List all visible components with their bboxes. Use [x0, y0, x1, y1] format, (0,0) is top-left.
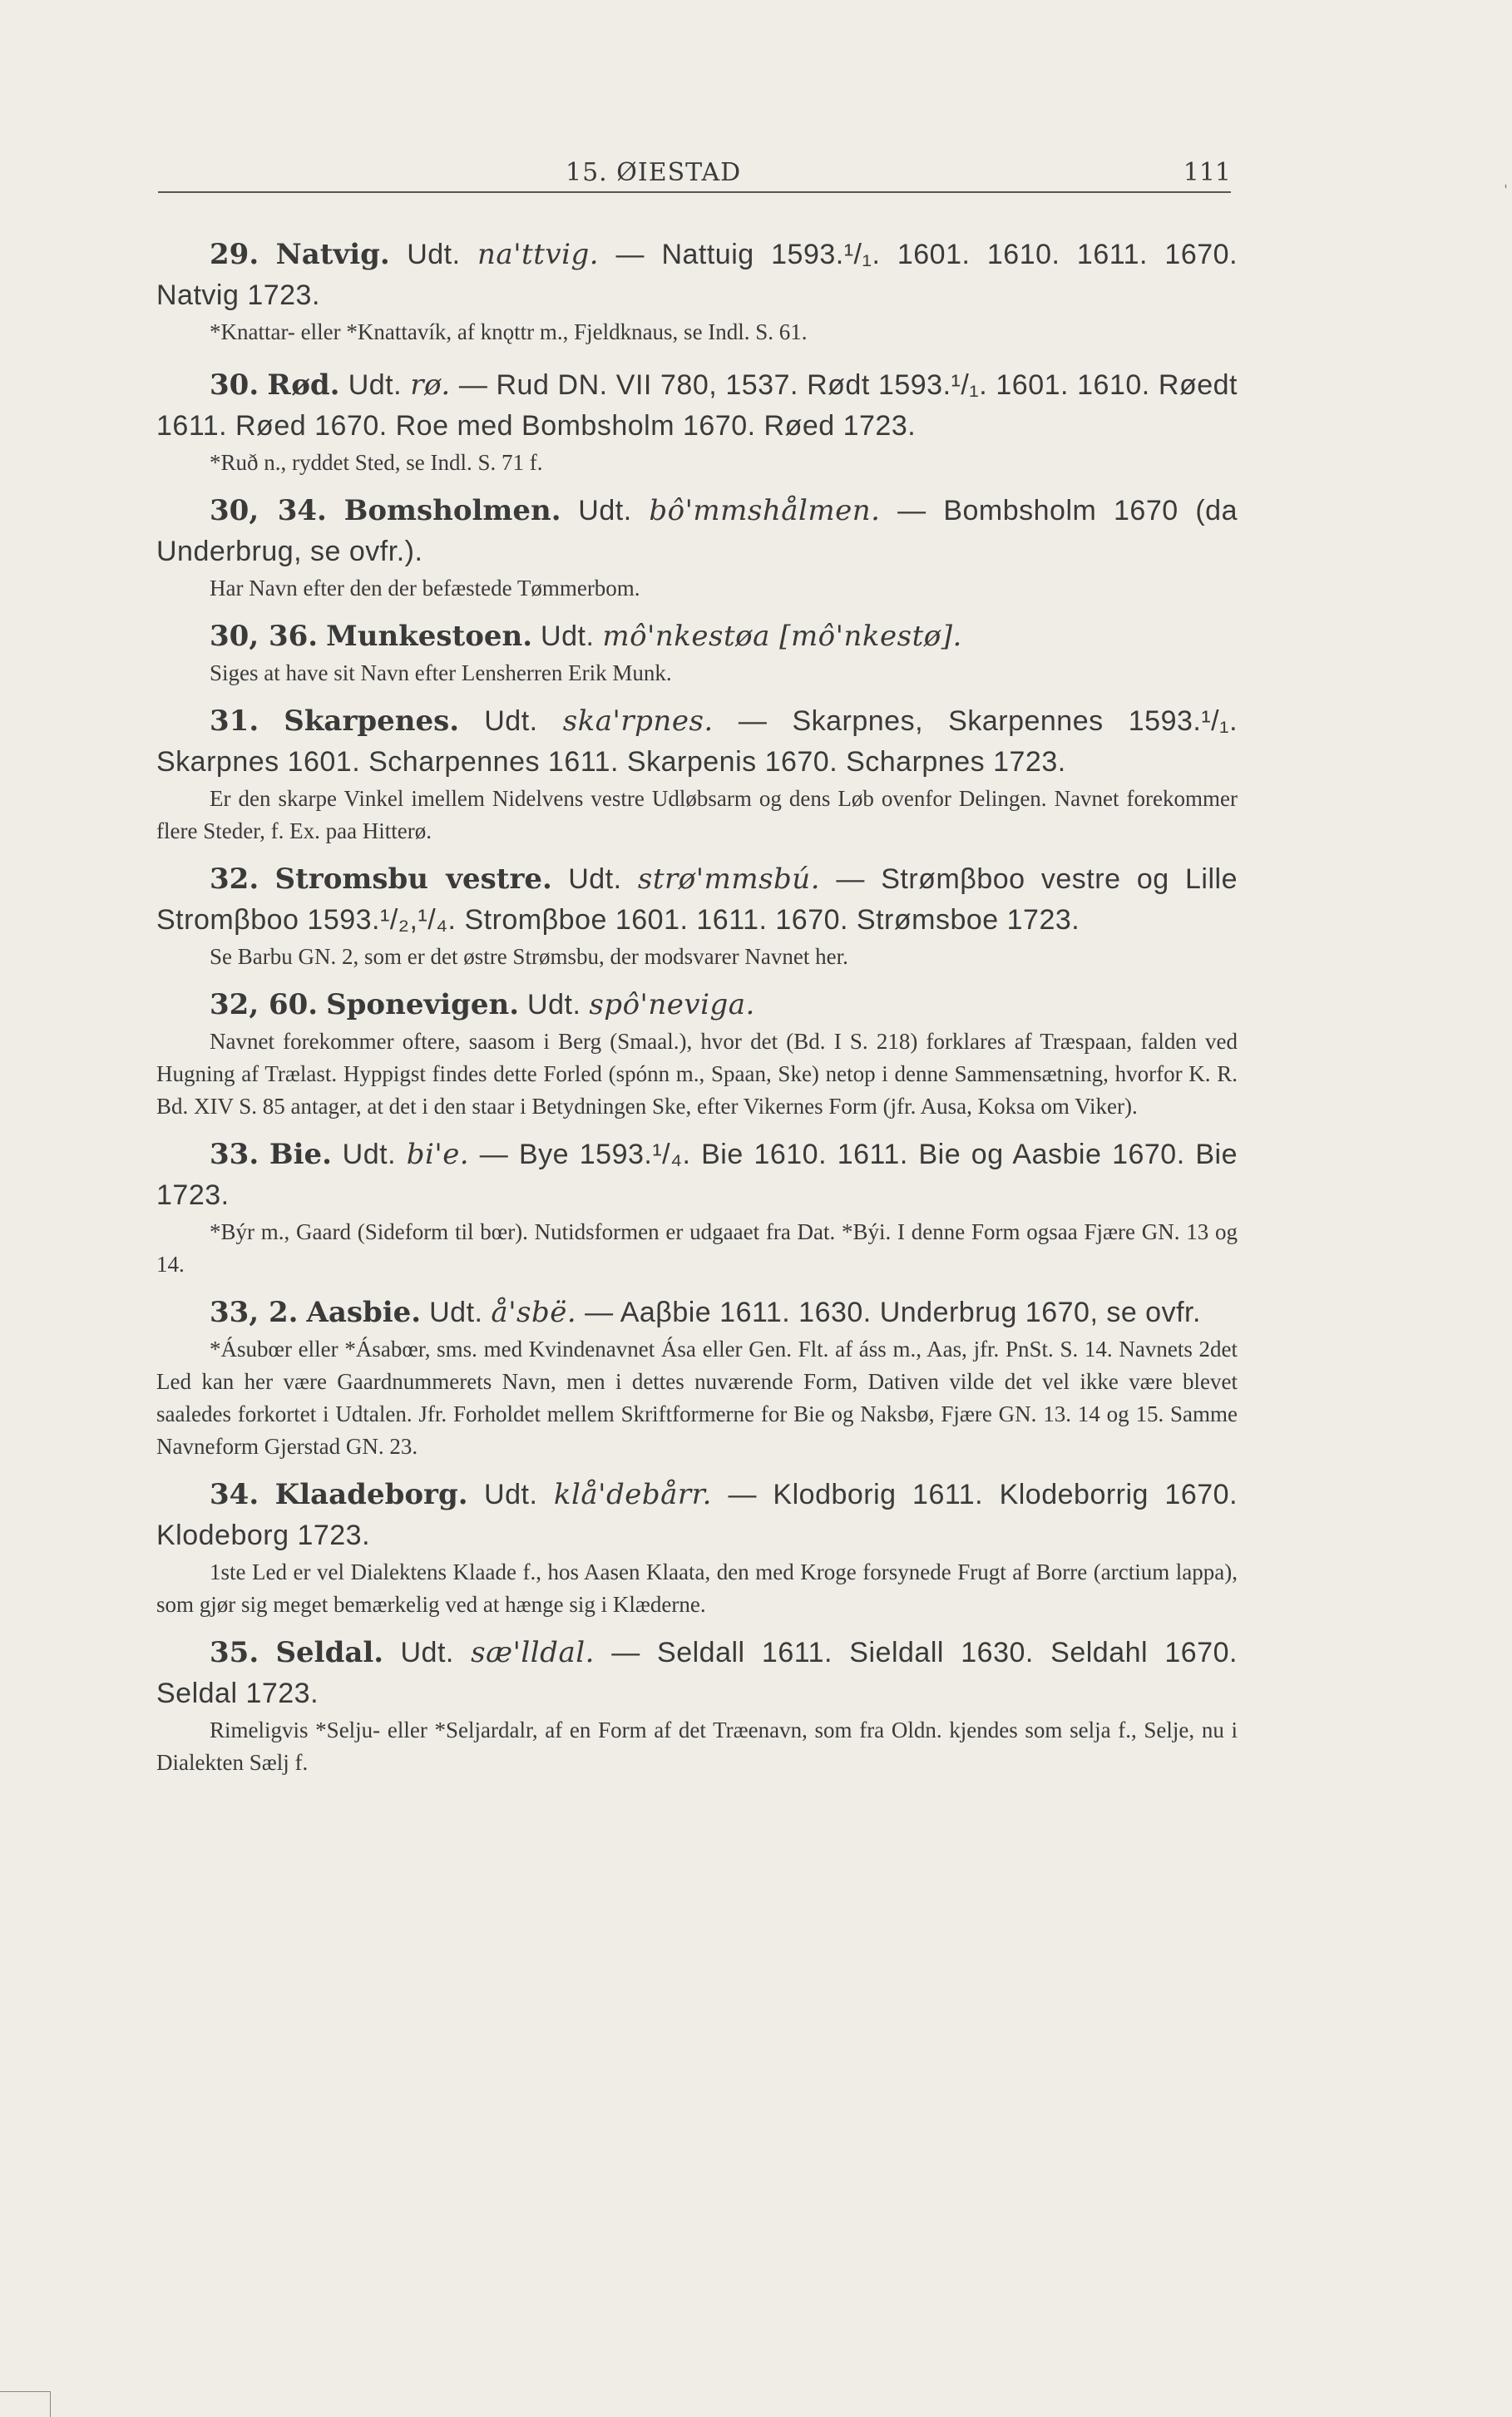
historical-forms: — Bombsholm 1670 (da Underbrug, se ovfr.). [156, 495, 1238, 567]
dialect-form: bi'e. [406, 1138, 470, 1171]
entry-note: *Býr m., Gaard (Sideform til bœr). Nutidsformen er udgaaet fra Dat. *Býi. I denne Form ogsaa Fjære GN. 13 og 14. [156, 1219, 1238, 1277]
entry-name: Seldal. [275, 1636, 384, 1669]
entry-main-line [156, 1293, 1238, 1333]
dialect-form: sæ'lldal. [471, 1636, 595, 1669]
historical-forms: — Rud DN. VII 780, 1537. Rødt 1593.¹/₁. 1601. 1610. Røedt 1611. Røed 1670. Roe med Bombsholm 1670. Røed 1723. [156, 369, 1238, 442]
entry-main-line [156, 365, 1238, 447]
udt-label: Udt. [348, 369, 403, 401]
entry-note: *Knattar- eller *Knattavík, af knǫttr m., Fjeldknaus, se Indl. S. 61. [210, 319, 808, 344]
scan-corner-mark [0, 2391, 51, 2417]
historical-forms: — Nattuig 1593.¹/₁. 1601. 1610. 1611. 1670. Natvig 1723. [156, 239, 1238, 311]
entry-name: Sponevigen. [326, 988, 520, 1021]
udt-label: Udt. [484, 705, 538, 737]
entry-name: Natvig. [275, 238, 390, 271]
entry-note: Siges at have sit Navn efter Lensherren Erik Munk. [210, 660, 672, 685]
historical-forms: — Strømβboo vestre og Lille Stromβboo 1593.¹/₂,¹/₄. Stromβboe 1601. 1611. 1670. Strømsboe 1723. [156, 863, 1238, 936]
entry-name: Bomsholmen. [343, 494, 561, 527]
entry-main-line [156, 235, 1238, 316]
entry-number: 33, 2. [210, 1296, 299, 1329]
entry-sponevigen [156, 985, 1238, 1123]
entry-number: 30. [210, 368, 259, 402]
entry-name: Skarpenes. [284, 704, 460, 738]
entry-note: Rimeligvis *Selju- eller *Seljardalr, af en Form af det Træenavn, som fra Oldn. kjendes som selja f., Selje, nu i Dialekten Sælj f. [156, 1718, 1238, 1775]
entry-note: *Ruð n., ryddet Sted, se Indl. S. 71 f. [210, 450, 543, 475]
dialect-form: spô'neviga. [589, 988, 755, 1021]
entry-bie [156, 1134, 1238, 1281]
historical-forms: — Skarpnes, Skarpennes 1593.¹/₁. Skarpnes 1601. Scharpennes 1611. Skarpenis 1670. Scharpnes 1723. [156, 705, 1238, 778]
udt-label: Udt. [578, 495, 632, 526]
entry-klaadeborg [156, 1475, 1238, 1621]
entry-number: 30, 34. [210, 494, 327, 527]
running-header [158, 158, 1231, 193]
entry-number: 29. [210, 238, 259, 271]
udt-label: Udt. [400, 1637, 454, 1668]
page-number: 111 [1183, 158, 1231, 187]
entry-main-line [156, 859, 1238, 941]
entry-note: Navnet forekommer oftere, saasom i Berg (Smaal.), hvor det (Bd. I S. 218) forklares af Træspaan, falden ved Hugning af Trælast. Hyppigst findes dette Forled (spónn m., Spaan, Ske) netop i denne Sammensætning, hvorfor K. R. Bd. XIV S. 85 antager, at det i den staar i Betydningen Ske, efter Vikernes Form (jfr. Ausa, Koksa om Viker). [156, 1029, 1238, 1119]
udt-label: Udt. [407, 239, 461, 270]
entry-main-line [156, 491, 1238, 572]
dialect-form: ska'rpnes. [562, 704, 714, 738]
entry-number: 30, 36. [210, 620, 319, 653]
entry-stromsbu [156, 859, 1238, 973]
entries-list [156, 235, 1238, 1779]
entry-name: Bie. [269, 1138, 332, 1171]
dialect-form: klå'debårr. [553, 1478, 712, 1511]
entry-name: Aasbie. [306, 1296, 422, 1329]
entry-note: Er den skarpe Vinkel imellem Nidelvens vestre Udløbsarm og dens Løb ovenfor Delingen. Navnet forekommer flere Steder, f. Ex. paa Hitterø. [156, 786, 1238, 843]
dialect-form: mô'nkestøa [mô'nkestø]. [602, 620, 962, 653]
entry-main-line [156, 701, 1238, 783]
entry-number: 31. [210, 704, 259, 738]
entry-number: 35. [210, 1636, 259, 1669]
udt-label: Udt. [342, 1139, 397, 1170]
historical-forms: — Klodborig 1611. Klodeborrig 1670. Klodeborg 1723. [156, 1479, 1238, 1551]
dialect-form: rø. [410, 368, 451, 402]
udt-label: Udt. [429, 1297, 483, 1328]
entry-natvig [156, 235, 1238, 348]
entry-name: Klaadeborg. [274, 1478, 468, 1511]
entry-note: Se Barbu GN. 2, som er det østre Strømsbu, der modsvarer Navnet her. [210, 944, 848, 969]
entry-note: 1ste Led er vel Dialektens Klaade f., hos Aasen Klaata, den med Kroge forsynede Frugt af Borre (arctium lappa), som gjør sig meget bemærkelig ved at hænge sig i Klæderne. [156, 1559, 1238, 1617]
entry-name: Stromsbu vestre. [274, 863, 552, 896]
historical-forms: — Seldall 1611. Sieldall 1630. Seldahl 1670. Seldal 1723. [156, 1637, 1238, 1709]
entry-name: Munkestoen. [326, 620, 533, 653]
entry-main-line [156, 985, 1238, 1026]
entry-rod [156, 365, 1238, 479]
entry-munkestoen [156, 616, 1238, 690]
entry-note: *Ásubœr eller *Ásabœr, sms. med Kvindenavnet Ása eller Gen. Flt. af áss m., Aas, jfr. PnSt. S. 14. Navnets 2det Led kan her være Gaardnummerets Navn, men i dettes nuværende Form, Dativen vilde det vel ikke være blevet saaledes forkortet i Udtalen. Jfr. Forholdet mellem Skriftformerne for Bie og Naksbø, Fjære GN. 13. 14 og 15. Samme Navneform Gjerstad GN. 23. [156, 1337, 1238, 1459]
historical-forms: — Aaβbie 1611. 1630. Underbrug 1670, se ovfr. [576, 1297, 1201, 1328]
chapter-title: 15. ØIESTAD [566, 158, 742, 187]
historical-forms: — Bye 1593.¹/₄. Bie 1610. 1611. Bie og Aasbie 1670. Bie 1723. [156, 1139, 1238, 1211]
entry-main-line [156, 1475, 1238, 1556]
entry-aasbie [156, 1293, 1238, 1463]
dialect-form: na'ttvig. [477, 238, 600, 271]
entry-main-line [156, 1633, 1238, 1714]
entry-number: 32. [210, 863, 259, 896]
udt-label: Udt. [568, 863, 622, 895]
dialect-form: å'sbë. [491, 1296, 577, 1329]
entry-number: 33. [210, 1138, 259, 1171]
entry-bomsholmen [156, 491, 1238, 605]
entry-number: 32, 60. [210, 988, 319, 1021]
entry-main-line [156, 1134, 1238, 1216]
entry-seldal [156, 1633, 1238, 1779]
entry-number: 34. [210, 1478, 259, 1511]
entry-note: Har Navn efter den der befæstede Tømmerbom. [210, 576, 640, 601]
entry-skarpenes [156, 701, 1238, 848]
dialect-form: strø'mmsbú. [637, 863, 821, 896]
entry-main-line [156, 616, 1238, 657]
udt-label: Udt. [541, 620, 595, 652]
udt-label: Udt. [527, 989, 581, 1021]
udt-label: Udt. [484, 1479, 538, 1510]
edge-mark: ˌ [1504, 173, 1508, 190]
dialect-form: bô'mmshålmen. [649, 494, 881, 527]
entry-name: Rød. [267, 368, 340, 402]
